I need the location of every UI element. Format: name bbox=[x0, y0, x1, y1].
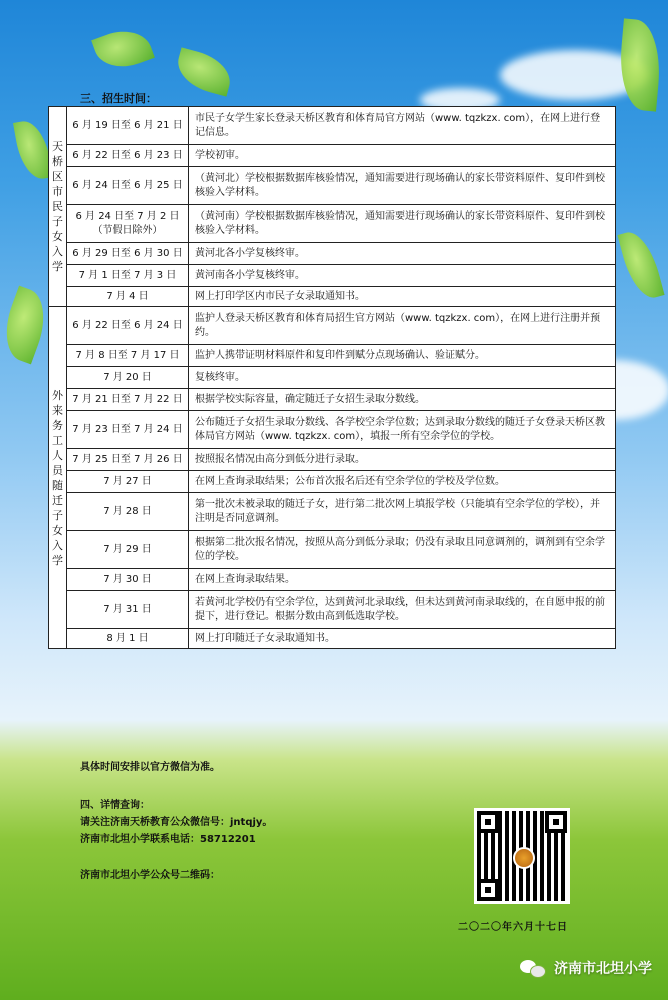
date-text: 6 月 24 日至 7 月 2 日 bbox=[75, 210, 180, 222]
qr-finder bbox=[477, 879, 499, 901]
date-cell bbox=[67, 629, 189, 649]
date-text: 7 月 23 日至 7 月 24 日 bbox=[72, 423, 183, 435]
desc-cell: 网上打印随迁子女录取通知书。 bbox=[189, 629, 616, 649]
date-cell bbox=[67, 107, 189, 145]
category-cell: 外来务工人员随迁子女入学 bbox=[49, 307, 67, 649]
schedule-table bbox=[48, 106, 616, 649]
date-cell bbox=[67, 569, 189, 591]
table-row bbox=[49, 265, 616, 287]
date-text: 7 月 20 日 bbox=[103, 371, 152, 383]
qr-pattern bbox=[477, 811, 567, 901]
date-text: 7 月 29 日 bbox=[103, 543, 152, 555]
sign-date: 二〇二〇年六月十七日 bbox=[458, 922, 568, 933]
table-row bbox=[49, 569, 616, 591]
desc-cell: 按照报名情况由高分到低分进行录取。 bbox=[189, 449, 616, 471]
table-row bbox=[49, 471, 616, 493]
date-text: 7 月 27 日 bbox=[103, 475, 152, 487]
table-row bbox=[49, 345, 616, 367]
desc-cell: 学校初审。 bbox=[189, 145, 616, 167]
date-text: 8 月 1 日 bbox=[106, 632, 149, 644]
table-row bbox=[49, 145, 616, 167]
date-text: 7 月 8 日至 7 月 17 日 bbox=[75, 349, 180, 361]
table-row bbox=[49, 493, 616, 531]
desc-cell: 第一批次未被录取的随迁子女，进行第二批次网上填报学校（只能填有空余学位的学校），并注明是否同意调剂。 bbox=[189, 493, 616, 531]
desc-cell: 在网上查询录取结果；公布首次报名后还有空余学位的学校及学位数。 bbox=[189, 471, 616, 493]
table-row bbox=[49, 243, 616, 265]
desc-cell: 黄河南各小学复核终审。 bbox=[189, 265, 616, 287]
date-cell bbox=[67, 243, 189, 265]
date-text: 7 月 31 日 bbox=[103, 603, 152, 615]
table-row bbox=[49, 411, 616, 449]
table-row bbox=[49, 307, 616, 345]
date-cell bbox=[67, 591, 189, 629]
date-text: 7 月 1 日至 7 月 3 日 bbox=[78, 269, 177, 281]
phone-line: 济南市北坦小学联系电话：58712201 bbox=[80, 834, 256, 845]
desc-cell: 在网上查询录取结果。 bbox=[189, 569, 616, 591]
desc-cell: 根据学校实际容量，确定随迁子女招生录取分数线。 bbox=[189, 389, 616, 411]
table-row bbox=[49, 205, 616, 243]
date-cell bbox=[67, 449, 189, 471]
desc-cell: 根据第二批次报名情况，按照从高分到低分录取；仍没有录取且同意调剂的，调剂到有空余学位的学校。 bbox=[189, 531, 616, 569]
date-cell bbox=[67, 367, 189, 389]
desc-cell: 若黄河北学校仍有空余学位，达到黄河北录取线，但未达到黄河南录取线的，在自愿申报的前提下，进行登记。根据分数由高到低选取学校。 bbox=[189, 591, 616, 629]
date-cell bbox=[67, 411, 189, 449]
wechat-line: 请关注济南天桥教育公众微信号：jntqjy。 bbox=[80, 817, 273, 828]
schedule-body bbox=[49, 107, 616, 649]
category-cell: 天桥区市民子女入学 bbox=[49, 107, 67, 307]
qr-label: 济南市北坦小学公众号二维码： bbox=[80, 870, 220, 881]
qr-logo bbox=[513, 847, 535, 869]
date-cell bbox=[67, 345, 189, 367]
desc-cell: 复核终审。 bbox=[189, 367, 616, 389]
date-cell bbox=[67, 265, 189, 287]
date-text: 7 月 25 日至 7 月 26 日 bbox=[72, 453, 183, 465]
desc-cell: 公布随迁子女招生录取分数线、各学校空余学位数；达到录取分数线的随迁子女登录天桥区教体局官方网站（www. tqzkzx. com），填报一所有空余学位的学校。 bbox=[189, 411, 616, 449]
section4-title: 四、详情查询： bbox=[80, 800, 150, 811]
date-text: 6 月 22 日至 6 月 24 日 bbox=[72, 319, 183, 331]
date-cell bbox=[67, 471, 189, 493]
watermark-text: 济南市北坦小学 bbox=[554, 961, 652, 977]
date-cell bbox=[67, 205, 189, 243]
desc-cell: （黄河北）学校根据数据库核验情况，通知需要进行现场确认的家长带资料原件、复印件到校核验入学材料。 bbox=[189, 167, 616, 205]
date-text: 6 月 29 日至 6 月 30 日 bbox=[72, 247, 183, 259]
table-row bbox=[49, 167, 616, 205]
desc-cell: 网上打印学区内市民子女录取通知书。 bbox=[189, 287, 616, 307]
wechat-icon bbox=[520, 958, 550, 978]
date-text: 7 月 30 日 bbox=[103, 573, 152, 585]
date-cell bbox=[67, 493, 189, 531]
date-cell bbox=[67, 145, 189, 167]
date-text: 7 月 28 日 bbox=[103, 505, 152, 517]
desc-cell: 黄河北各小学复核终审。 bbox=[189, 243, 616, 265]
date-text: 6 月 19 日至 6 月 21 日 bbox=[72, 119, 183, 131]
qr-finder bbox=[545, 811, 567, 833]
section3-title: 三、招生时间： bbox=[80, 92, 157, 105]
desc-cell: 市民子女学生家长登录天桥区教育和体育局官方网站（www. tqzkzx. com），在网上进行登记信息。 bbox=[189, 107, 616, 145]
desc-cell: 监护人携带证明材料原件和复印件到赋分点现场确认、验证赋分。 bbox=[189, 345, 616, 367]
date-subtext: （节假日除外） bbox=[92, 224, 163, 236]
table-row bbox=[49, 531, 616, 569]
watermark bbox=[520, 958, 652, 978]
table-row bbox=[49, 389, 616, 411]
desc-cell: （黄河南）学校根据数据库核验情况，通知需要进行现场确认的家长带资料原件、复印件到校核验入学材料。 bbox=[189, 205, 616, 243]
date-text: 6 月 24 日至 6 月 25 日 bbox=[72, 179, 183, 191]
qr-finder bbox=[477, 811, 499, 833]
date-text: 7 月 21 日至 7 月 22 日 bbox=[72, 393, 183, 405]
date-cell bbox=[67, 389, 189, 411]
table-row bbox=[49, 449, 616, 471]
table-row bbox=[49, 629, 616, 649]
table-row bbox=[49, 107, 616, 145]
date-cell bbox=[67, 167, 189, 205]
footnote: 具体时间安排以官方微信为准。 bbox=[80, 762, 220, 773]
qr-code[interactable] bbox=[474, 808, 570, 904]
desc-cell: 监护人登录天桥区教育和体育局招生官方网站（www. tqzkzx. com），在网上进行注册并预约。 bbox=[189, 307, 616, 345]
table-row bbox=[49, 367, 616, 389]
date-cell bbox=[67, 531, 189, 569]
table-row bbox=[49, 287, 616, 307]
date-cell bbox=[67, 287, 189, 307]
date-text: 7 月 4 日 bbox=[106, 290, 149, 302]
table-row bbox=[49, 591, 616, 629]
date-cell bbox=[67, 307, 189, 345]
date-text: 6 月 22 日至 6 月 23 日 bbox=[72, 149, 183, 161]
